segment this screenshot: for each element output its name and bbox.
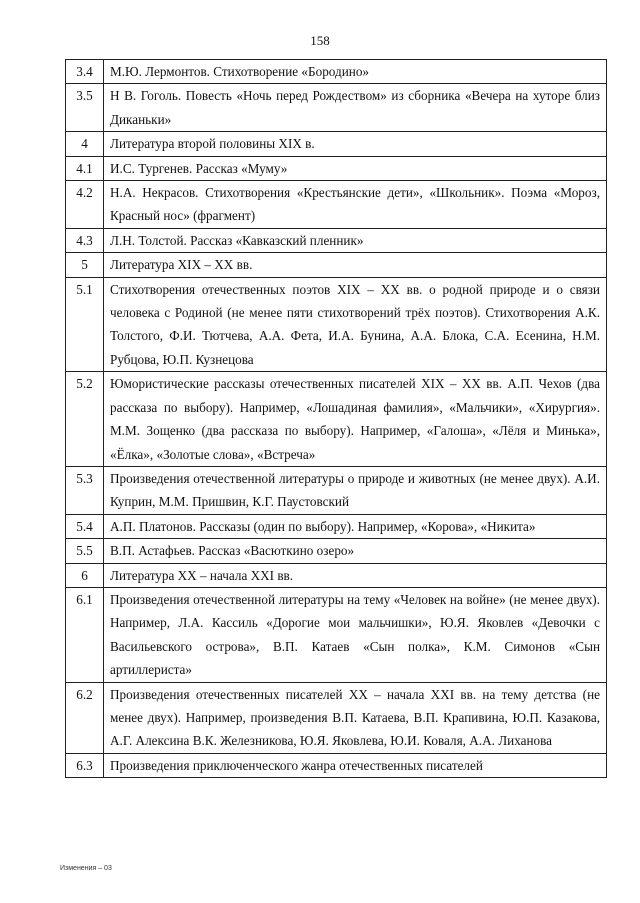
section-content: И.С. Тургенев. Рассказ «Муму» [104, 156, 607, 180]
section-content: В.П. Астафьев. Рассказ «Васюткино озеро» [104, 539, 607, 563]
table-row [66, 84, 607, 132]
table-row [66, 372, 607, 467]
section-content: Литература второй половины XIX в. [104, 132, 607, 156]
table-row [66, 587, 607, 682]
table-row [66, 181, 607, 229]
curriculum-table [65, 59, 607, 778]
section-content: Произведения отечественной литературы на тему «Человек на войне» (не менее двух). Например, Л.А. Кассиль «Дорогие мои мальчишки», Ю.Я. Яковлев «Девочки с Васильевского острова», В.П. Катаев «Сын полка», К.М. Симонов «Сын артиллериста» [104, 587, 607, 682]
section-content: Произведения приключенческого жанра отечественных писателей [104, 753, 607, 777]
section-number: 4.2 [66, 181, 104, 229]
section-number: 4.3 [66, 228, 104, 252]
section-number: 6 [66, 563, 104, 587]
section-content: Н В. Гоголь. Повесть «Ночь перед Рождеством» из сборника «Вечера на хуторе близ Диканьки» [104, 84, 607, 132]
table-row [66, 253, 607, 277]
table-row [66, 277, 607, 372]
section-number: 6.1 [66, 587, 104, 682]
table-row [66, 563, 607, 587]
section-number: 6.2 [66, 682, 104, 753]
section-content: Н.А. Некрасов. Стихотворения «Крестьянские дети», «Школьник». Поэма «Мороз, Красный нос» (фрагмент) [104, 181, 607, 229]
section-number: 4.1 [66, 156, 104, 180]
section-number: 5.5 [66, 539, 104, 563]
section-content: Литература XX – начала XXI вв. [104, 563, 607, 587]
table-row [66, 753, 607, 777]
section-number: 5 [66, 253, 104, 277]
section-number: 5.4 [66, 514, 104, 538]
section-content: А.П. Платонов. Рассказы (один по выбору). Например, «Корова», «Никита» [104, 514, 607, 538]
table-row [66, 60, 607, 84]
section-number: 6.3 [66, 753, 104, 777]
page-number: 158 [310, 33, 330, 48]
section-content: Произведения отечественной литературы о природе и животных (не менее двух). А.И. Куприн, М.М. Пришвин, К.Г. Паустовский [104, 466, 607, 514]
section-content: Произведения отечественных писателей XX – начала XXI вв. на тему детства (не менее двух). Например, произведения В.П. Катаева, В.П. Крапивина, Ю.П. Казакова, А.Г. Алексина В.К. Железникова, Ю.Я. Яковлева, Ю.И. Коваля, А.А. Лиханова [104, 682, 607, 753]
section-number: 5.1 [66, 277, 104, 372]
table-row [66, 466, 607, 514]
table-row [66, 539, 607, 563]
table-row [66, 514, 607, 538]
table-row [66, 132, 607, 156]
section-content: Л.Н. Толстой. Рассказ «Кавказский пленник» [104, 228, 607, 252]
section-number: 5.3 [66, 466, 104, 514]
section-number: 4 [66, 132, 104, 156]
section-content: М.Ю. Лермонтов. Стихотворение «Бородино» [104, 60, 607, 84]
section-content: Стихотворения отечественных поэтов XIX – XX вв. о родной природе и о связи человека с Родиной (не менее пяти стихотворений трёх поэтов). Стихотворения А.К. Толстого, Ф.И. Тютчева, А.А. Фета, И.А. Бунина, А.А. Блока, С.А. Есенина, Н.М. Рубцова, Ю.П. Кузнецова [104, 277, 607, 372]
section-content: Литература XIX – XX вв. [104, 253, 607, 277]
table-row [66, 228, 607, 252]
table-row [66, 156, 607, 180]
section-number: 5.2 [66, 372, 104, 467]
section-content: Юмористические рассказы отечественных писателей XIX – XX вв. А.П. Чехов (два рассказа по выбору). Например, «Лошадиная фамилия», «Мальчики», «Хирургия». М.М. Зощенко (два рассказа по выбору). Например, «Галоша», «Лёля и Минька», «Ёлка», «Золотые слова», «Встреча» [104, 372, 607, 467]
section-number: 3.5 [66, 84, 104, 132]
section-number: 3.4 [66, 60, 104, 84]
footer-note: Изменения – 03 [60, 865, 112, 872]
table-row [66, 682, 607, 753]
